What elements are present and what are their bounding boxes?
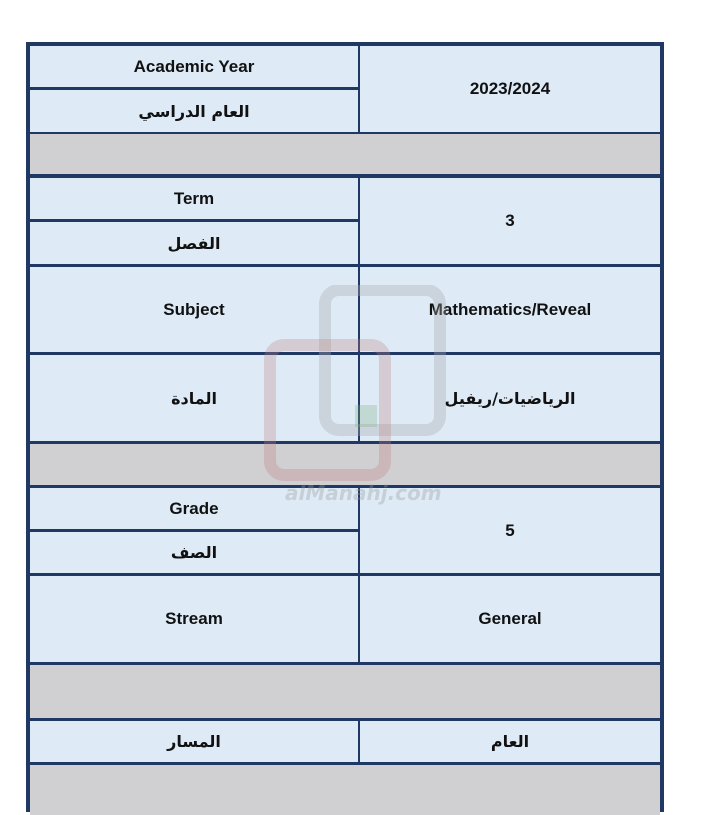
stream-value-ar: العام bbox=[360, 721, 660, 762]
term-label-ar: الفصل bbox=[30, 222, 358, 264]
academic-year-label-ar: العام الدراسي bbox=[30, 90, 358, 132]
subject-label-ar: المادة bbox=[30, 355, 358, 441]
subject-value-en: Mathematics/Reveal bbox=[360, 267, 660, 352]
subject-value-ar: الرياضيات/ريفيل bbox=[360, 355, 660, 441]
separator-row bbox=[30, 765, 660, 815]
watermark-text: alManahj.com bbox=[285, 481, 442, 505]
grade-label-ar: الصف bbox=[30, 532, 358, 573]
subject-label-en: Subject bbox=[30, 267, 358, 352]
separator-row bbox=[30, 665, 660, 718]
stream-label-en: Stream bbox=[30, 576, 358, 662]
info-table bbox=[26, 42, 664, 812]
grade-label-en: Grade bbox=[30, 488, 358, 529]
term-value: 3 bbox=[360, 178, 660, 264]
academic-year-value: 2023/2024 bbox=[360, 46, 660, 132]
term-label-en: Term bbox=[30, 178, 358, 219]
separator-row bbox=[30, 444, 660, 485]
grade-value: 5 bbox=[360, 488, 660, 573]
stream-value-en: General bbox=[360, 576, 660, 662]
academic-year-label-en: Academic Year bbox=[30, 46, 358, 87]
separator-row bbox=[30, 134, 660, 174]
stream-label-ar: المسار bbox=[30, 721, 358, 762]
